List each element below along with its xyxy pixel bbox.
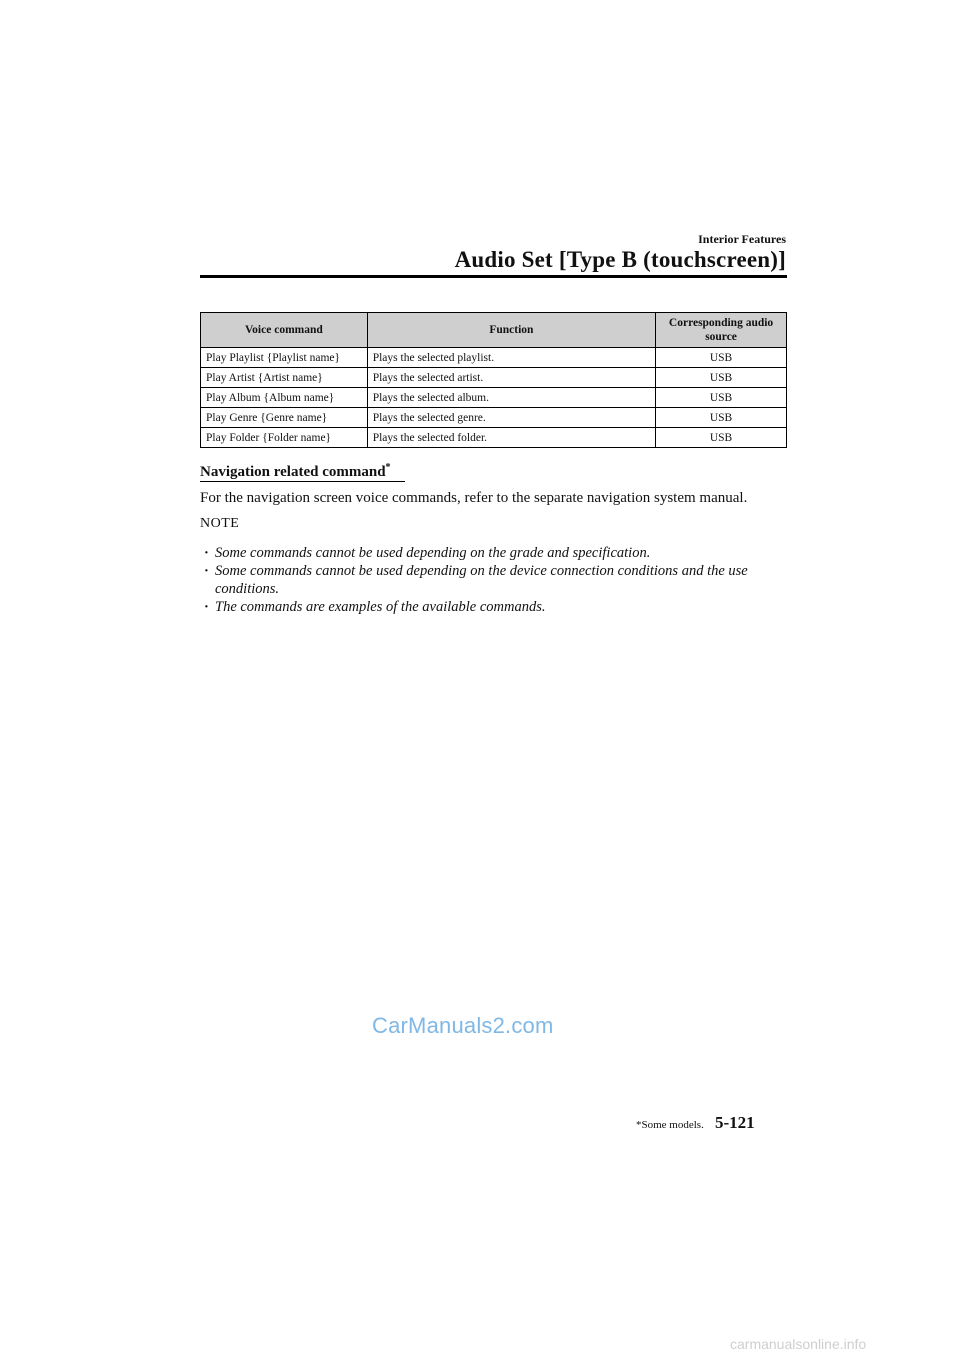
audio-source-cell: USB bbox=[656, 388, 787, 408]
function-cell: Plays the selected album. bbox=[367, 388, 655, 408]
voice-command-cell: Play Genre {Genre name} bbox=[201, 408, 368, 428]
audio-source-cell: USB bbox=[656, 408, 787, 428]
note-item: · Some commands cannot be used depending on the device connection conditions and the use conditions. bbox=[200, 562, 800, 598]
note-list bbox=[200, 544, 800, 616]
table-row bbox=[201, 428, 787, 448]
voice-command-cell: Play Artist {Artist name} bbox=[201, 368, 368, 388]
note-item: · The commands are examples of the available commands. bbox=[200, 598, 800, 616]
table-row bbox=[201, 368, 787, 388]
table-row bbox=[201, 388, 787, 408]
table-row bbox=[201, 348, 787, 368]
navigation-heading-underline bbox=[200, 481, 405, 482]
some-models-footnote: *Some models. bbox=[636, 1119, 704, 1131]
note-label: NOTE bbox=[200, 516, 240, 531]
audio-source-cell: USB bbox=[656, 428, 787, 448]
table-row bbox=[201, 408, 787, 428]
voice-command-cell: Play Folder {Folder name} bbox=[201, 428, 368, 448]
navigation-heading-text: Navigation related command bbox=[200, 464, 386, 480]
voice-command-cell: Play Album {Album name} bbox=[201, 388, 368, 408]
function-cell: Plays the selected folder. bbox=[367, 428, 655, 448]
note-item: · Some commands cannot be used depending on the grade and specification. bbox=[200, 544, 800, 562]
column-header-voice-command: Voice command bbox=[201, 313, 368, 348]
header-divider bbox=[200, 275, 787, 278]
page-number: 5-121 bbox=[715, 1113, 755, 1132]
function-cell: Plays the selected playlist. bbox=[367, 348, 655, 368]
section-label: Interior Features bbox=[698, 232, 786, 246]
function-cell: Plays the selected genre. bbox=[367, 408, 655, 428]
table-header-row bbox=[201, 313, 787, 348]
some-models-asterisk: * bbox=[385, 462, 391, 473]
audio-source-cell: USB bbox=[656, 348, 787, 368]
navigation-body-text: For the navigation screen voice commands, refer to the separate navigation system manual. bbox=[200, 490, 748, 506]
voice-command-cell: Play Playlist {Playlist name} bbox=[201, 348, 368, 368]
watermark: CarManuals2.com bbox=[372, 1013, 554, 1038]
column-header-audio-source: Corresponding audio source bbox=[656, 313, 787, 348]
page-title: Audio Set [Type B (touchscreen)] bbox=[454, 247, 786, 272]
site-watermark: carmanualsonline.info bbox=[730, 1336, 867, 1352]
audio-source-cell: USB bbox=[656, 368, 787, 388]
function-cell: Plays the selected artist. bbox=[367, 368, 655, 388]
voice-command-table bbox=[200, 312, 787, 448]
navigation-heading bbox=[200, 462, 391, 481]
column-header-function: Function bbox=[367, 313, 655, 348]
